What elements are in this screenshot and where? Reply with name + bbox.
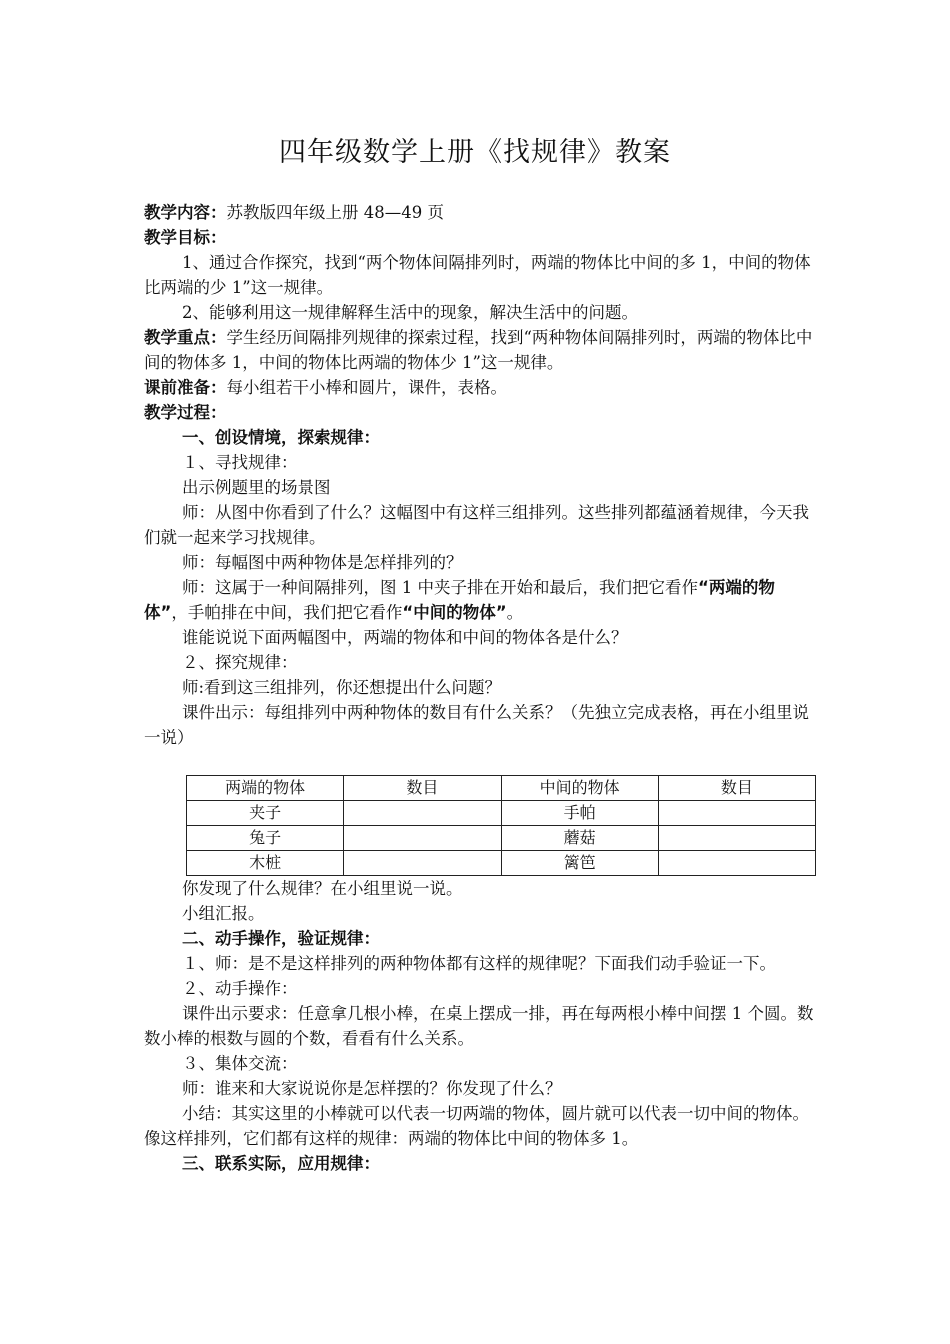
table-cell [658, 826, 815, 851]
table-cell [658, 801, 815, 826]
paragraph: 小结：其实这里的小棒就可以代表一切两端的物体，圆片就可以代表一切中间的物体。像这样排列，它们都有这样的规律：两端的物体比中间的物体多 1。 [144, 1104, 809, 1148]
table-cell: 篱笆 [501, 851, 658, 876]
table-cell: 兔子 [187, 826, 344, 851]
paragraph: 师：谁来和大家说说你是怎样摆的？你发现了什么？ [182, 1079, 562, 1098]
paragraph: 谁能说说下面两幅图中，两端的物体和中间的物体各是什么？ [182, 628, 628, 647]
paragraph: １、寻找规律： [182, 453, 298, 472]
teaching-content: 教学内容：苏教版四年级上册 48—49 页 [144, 203, 444, 222]
table-cell [344, 826, 501, 851]
paragraph: 师：从图中你看到了什么？这幅图中有这样三组排列。这些排列都蕴涵着规律，今天我们就一起来学习找规律。 [144, 503, 809, 547]
paragraph: 师：每幅图中两种物体是怎样排列的？ [182, 553, 463, 572]
preparation: 课前准备：每小组若干小棒和圆片，课件，表格。 [144, 378, 507, 397]
count-table [186, 775, 816, 876]
table-header: 两端的物体 [187, 776, 344, 801]
section-1-heading: 一、创设情境，探索规律： [182, 428, 380, 447]
section-3-heading: 三、联系实际，应用规律： [182, 1154, 380, 1173]
paragraph: 你发现了什么规律？在小组里说一说。 [182, 879, 463, 898]
teaching-process-label: 教学过程： [144, 403, 227, 422]
page-title: 四年级数学上册《找规律》教案 [279, 137, 671, 168]
goal-1: 1、通过合作探究，找到“两个物体间隔排列时，两端的物体比中间的多 1，中间的物体比两端的少 1”这一规律。 [144, 253, 811, 297]
table-cell [344, 851, 501, 876]
teaching-goals-label: 教学目标： [144, 228, 227, 247]
table-header: 中间的物体 [501, 776, 658, 801]
spacer [144, 750, 816, 775]
section-2-heading: 二、动手操作，验证规律： [182, 929, 380, 948]
table-cell: 夹子 [187, 801, 344, 826]
paragraph: 课件出示：每组排列中两种物体的数目有什么关系？（先独立完成表格，再在小组里说一说） [144, 703, 809, 747]
table-cell: 手帕 [501, 801, 658, 826]
paragraph: 师:看到这三组排列，你还想提出什么问题？ [182, 678, 502, 697]
teaching-key-points: 教学重点：学生经历间隔排列规律的探索过程，找到“两种物体间隔排列时，两端的物体比中间的物体多 1，中间的物体比两端的物体少 1”这一规律。 [144, 328, 813, 372]
paragraph: １、师：是不是这样排列的两种物体都有这样的规律呢？下面我们动手验证一下。 [182, 954, 776, 973]
table-row [187, 851, 816, 876]
table-header: 数目 [658, 776, 815, 801]
paragraph: 师：这属于一种间隔排列，图 1 中夹子排在开始和最后，我们把它看作“两端的物体”，手帕排在中间，我们把它看作“中间的物体”。 [144, 578, 775, 622]
table-cell: 蘑菇 [501, 826, 658, 851]
paragraph: 小组汇报。 [182, 904, 265, 923]
lesson-body [144, 200, 816, 1176]
table-header: 数目 [344, 776, 501, 801]
paragraph: 出示例题里的场景图 [182, 478, 331, 497]
paragraph: ２、动手操作： [182, 979, 298, 998]
table-cell: 木桩 [187, 851, 344, 876]
table-row [187, 801, 816, 826]
paragraph: ２、探究规律： [182, 653, 298, 672]
table-row [187, 826, 816, 851]
table-cell [658, 851, 815, 876]
table-header-row [187, 776, 816, 801]
table-cell [344, 801, 501, 826]
paragraph: ３、集体交流： [182, 1054, 298, 1073]
goal-2: 2、能够利用这一规律解释生活中的现象，解决生活中的问题。 [182, 303, 638, 322]
paragraph: 课件出示要求：任意拿几根小棒，在桌上摆成一排，再在每两根小棒中间摆 1 个圆。数数小棒的根数与圆的个数，看看有什么关系。 [144, 1004, 814, 1048]
